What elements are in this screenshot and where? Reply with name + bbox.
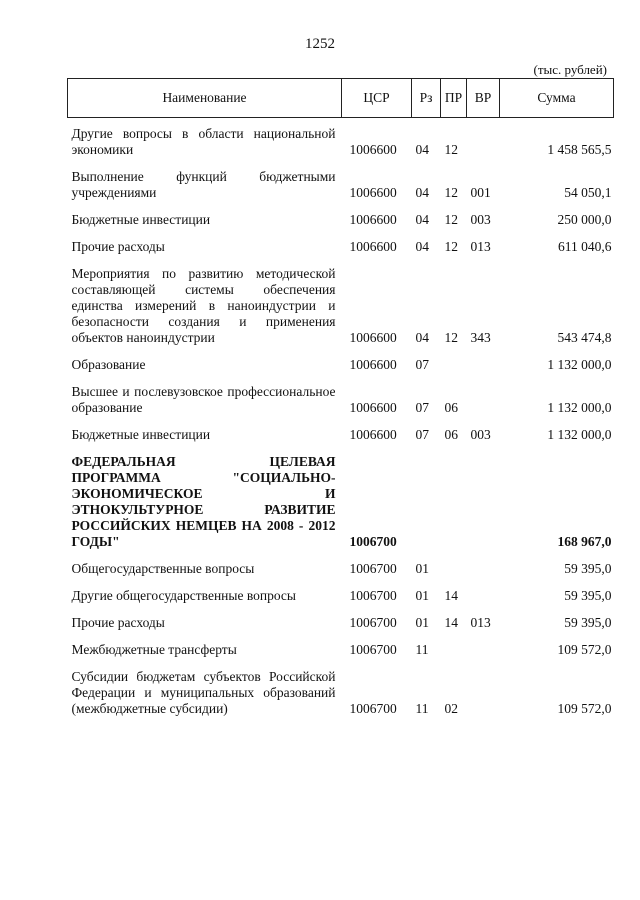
cell-csr: 1006600 xyxy=(349,212,397,227)
cell-csr: 1006600 xyxy=(349,185,397,200)
cell-name: Высшее и послевузовское профессиональное образование xyxy=(71,384,336,415)
cell-name: Бюджетные инвестиции xyxy=(71,427,211,442)
table-row xyxy=(68,118,614,159)
cell-rz: 11 xyxy=(415,701,429,716)
cell-vr: 013 xyxy=(470,615,491,630)
header-vr: ВР xyxy=(467,79,500,118)
cell-sum: 59 395,0 xyxy=(564,588,612,603)
cell-sum: 1 132 000,0 xyxy=(547,427,612,442)
cell-rz: 11 xyxy=(415,642,429,657)
cell-pr: 12 xyxy=(444,330,458,345)
cell-csr: 1006600 xyxy=(349,330,397,345)
budget-table xyxy=(67,78,614,717)
cell-vr xyxy=(467,631,500,658)
cell-vr xyxy=(467,658,500,717)
cell-csr: 1006700 xyxy=(349,701,397,716)
cell-rz: 04 xyxy=(415,142,429,157)
cell-rz: 01 xyxy=(415,561,429,576)
cell-rz: 07 xyxy=(415,427,429,442)
cell-csr: 1006700 xyxy=(349,642,397,657)
cell-vr: 001 xyxy=(470,185,491,200)
cell-vr: 003 xyxy=(470,212,491,227)
table-row xyxy=(68,201,614,228)
header-name: Наименование xyxy=(68,79,342,118)
cell-pr: 12 xyxy=(444,185,458,200)
cell-rz: 07 xyxy=(415,357,429,372)
header-rz: Рз xyxy=(412,79,441,118)
cell-rz: 04 xyxy=(415,212,429,227)
header-csr: ЦСР xyxy=(342,79,412,118)
cell-vr xyxy=(467,550,500,577)
table-row xyxy=(68,416,614,443)
units-label: (тыс. рублей) xyxy=(533,62,607,77)
cell-pr xyxy=(441,631,467,658)
cell-csr: 1006700 xyxy=(349,588,397,603)
cell-name: ФЕДЕРАЛЬНАЯ ЦЕЛЕВАЯ ПРОГРАММА "СОЦИАЛЬНО-ЭКОНОМИЧЕСКОЕ И ЭТНОКУЛЬТУРНОЕ РАЗВИТИЕ РОССИЙСКИХ НЕМЦЕВ НА 2008 - 2012 ГОДЫ" xyxy=(71,454,336,549)
table-row xyxy=(68,577,614,604)
table-row xyxy=(68,443,614,550)
cell-vr xyxy=(467,577,500,604)
table-body xyxy=(68,118,614,718)
cell-rz xyxy=(412,443,441,550)
cell-vr: 343 xyxy=(470,330,491,345)
cell-rz: 04 xyxy=(415,330,429,345)
cell-sum: 1 132 000,0 xyxy=(547,357,612,372)
page-number: 1252 xyxy=(305,36,335,52)
cell-csr: 1006600 xyxy=(349,239,397,254)
table-row xyxy=(68,158,614,201)
cell-name: Прочие расходы xyxy=(71,615,165,630)
cell-rz: 07 xyxy=(415,400,429,415)
cell-pr: 12 xyxy=(444,142,458,157)
table-row xyxy=(68,346,614,373)
table-row xyxy=(68,604,614,631)
cell-rz: 04 xyxy=(415,239,429,254)
cell-pr: 02 xyxy=(444,701,458,716)
cell-sum: 109 572,0 xyxy=(557,701,612,716)
table-row xyxy=(68,255,614,346)
cell-pr: 06 xyxy=(444,427,458,442)
cell-csr: 1006600 xyxy=(349,357,397,372)
table-row xyxy=(68,373,614,416)
cell-name: Бюджетные инвестиции xyxy=(71,212,211,227)
cell-sum: 611 040,6 xyxy=(558,239,612,254)
cell-csr: 1006600 xyxy=(349,142,397,157)
cell-rz: 04 xyxy=(415,185,429,200)
cell-sum: 1 458 565,5 xyxy=(547,142,612,157)
cell-sum: 543 474,8 xyxy=(557,330,612,345)
cell-csr: 1006600 xyxy=(349,400,397,415)
cell-vr xyxy=(467,443,500,550)
cell-csr: 1006700 xyxy=(349,561,397,576)
table-header-row xyxy=(68,79,614,118)
cell-pr: 06 xyxy=(444,400,458,415)
cell-name: Другие общегосударственные вопросы xyxy=(71,588,296,603)
cell-sum: 109 572,0 xyxy=(557,642,612,657)
cell-sum: 59 395,0 xyxy=(564,561,612,576)
cell-name: Образование xyxy=(71,357,146,372)
table-row xyxy=(68,228,614,255)
table-row xyxy=(68,658,614,717)
cell-name: Мероприятия по развитию методической составляющей системы обеспечения единства измерений в наноиндустрии и безопасности создания и применения объектов наноиндустрии xyxy=(71,266,336,345)
cell-sum: 59 395,0 xyxy=(564,615,612,630)
table-row xyxy=(68,631,614,658)
cell-rz: 01 xyxy=(415,588,429,603)
cell-name: Прочие расходы xyxy=(71,239,165,254)
cell-vr: 013 xyxy=(470,239,491,254)
cell-vr xyxy=(467,346,500,373)
cell-pr: 14 xyxy=(444,588,458,603)
cell-csr: 1006700 xyxy=(349,534,397,549)
cell-pr: 12 xyxy=(444,239,458,254)
cell-sum: 1 132 000,0 xyxy=(547,400,612,415)
cell-vr xyxy=(467,373,500,416)
cell-pr xyxy=(441,346,467,373)
cell-pr xyxy=(441,550,467,577)
cell-name: Выполнение функций бюджетными учреждениями xyxy=(71,169,336,200)
cell-csr: 1006600 xyxy=(349,427,397,442)
cell-sum: 250 000,0 xyxy=(557,212,612,227)
cell-sum: 54 050,1 xyxy=(564,185,612,200)
header-sum: Сумма xyxy=(500,79,614,118)
header-pr: ПР xyxy=(441,79,467,118)
cell-rz: 01 xyxy=(415,615,429,630)
cell-name: Межбюджетные трансферты xyxy=(71,642,237,657)
cell-pr xyxy=(441,443,467,550)
cell-pr: 14 xyxy=(444,615,458,630)
cell-sum: 168 967,0 xyxy=(557,534,612,549)
cell-vr xyxy=(467,118,500,159)
cell-pr: 12 xyxy=(444,212,458,227)
cell-name: Общегосударственные вопросы xyxy=(71,561,255,576)
table-row xyxy=(68,550,614,577)
cell-name: Субсидии бюджетам субъектов Российской Федерации и муниципальных образований (межбюджетные субсидии) xyxy=(71,669,336,716)
cell-vr: 003 xyxy=(470,427,491,442)
cell-csr: 1006700 xyxy=(349,615,397,630)
cell-name: Другие вопросы в области национальной экономики xyxy=(71,126,336,157)
